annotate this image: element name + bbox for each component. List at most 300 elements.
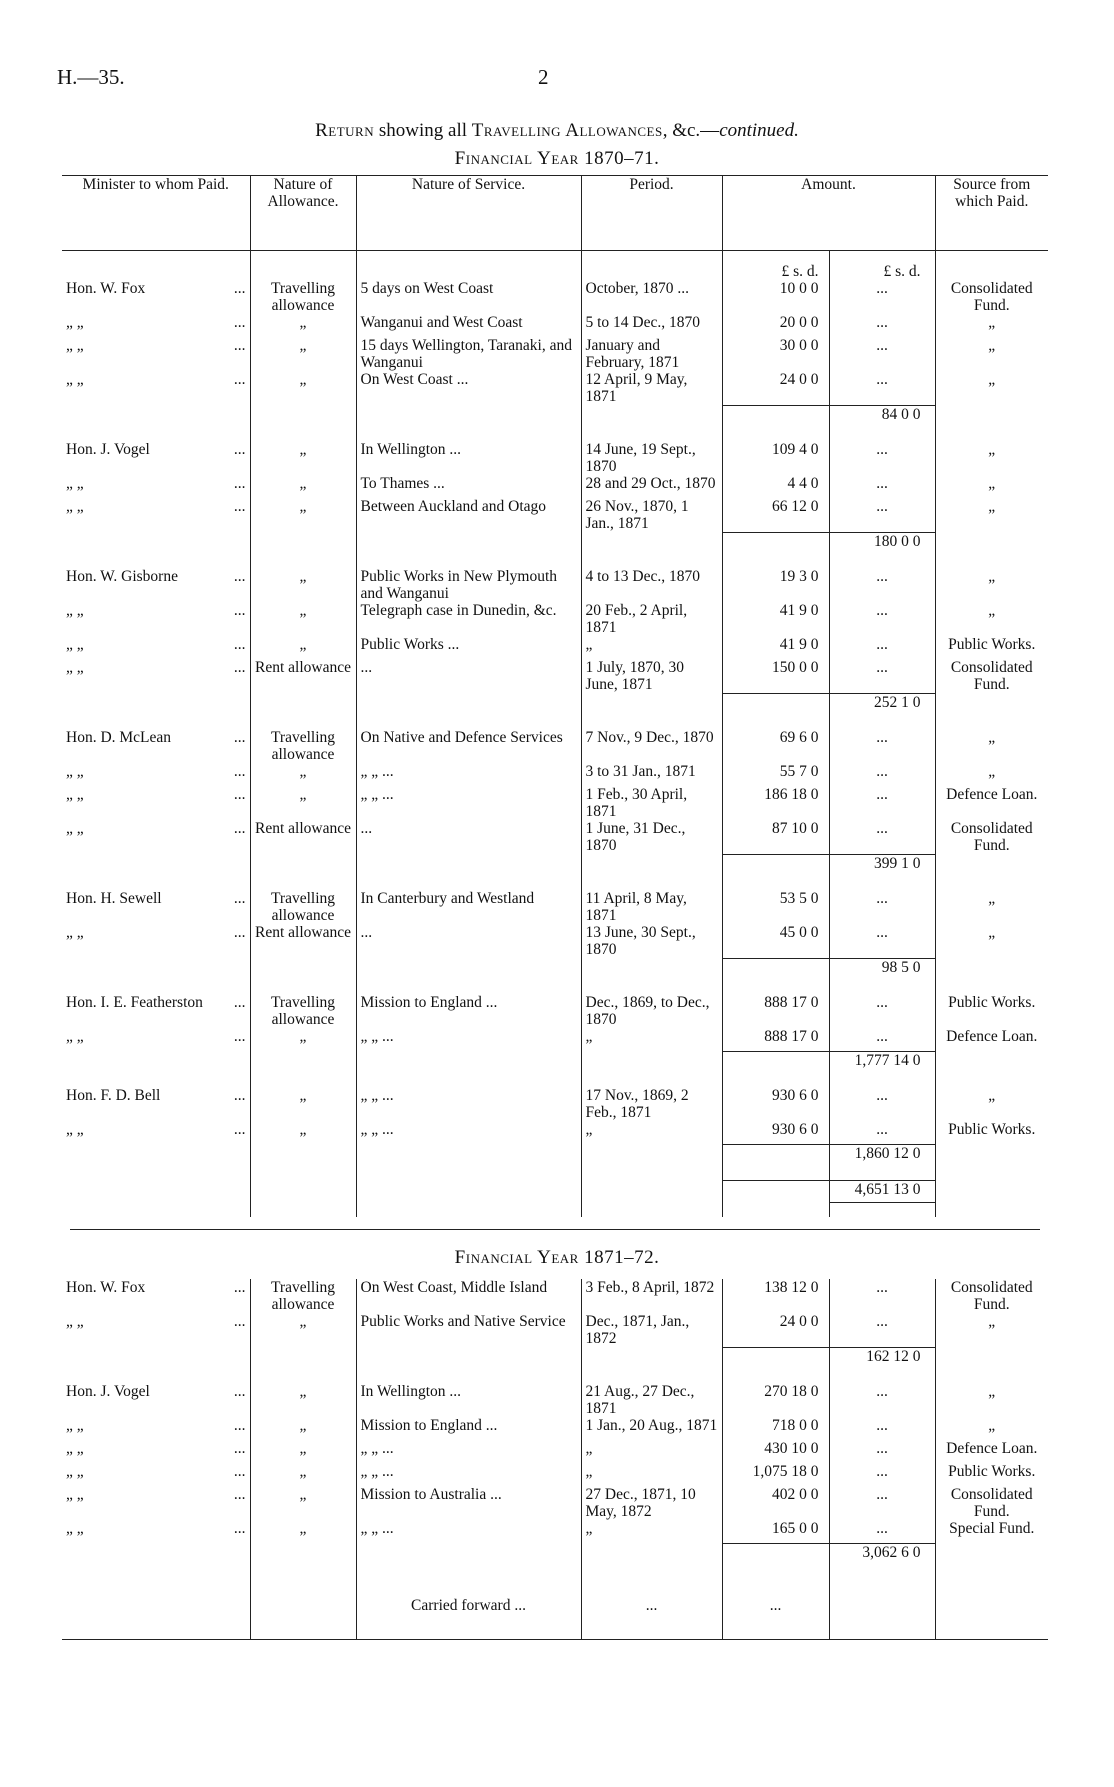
leader-dots: ... [233,568,246,585]
allowance-cell: „ [250,636,356,659]
total-cell: ... [829,1121,935,1144]
period-cell: „ [581,1440,722,1463]
service-cell: On West Coast ... [356,371,581,405]
period-cell: 20 Feb., 2 April, 1871 [581,602,722,636]
period-cell: 26 Nov., 1870, 1 Jan., 1871 [581,498,722,532]
spacer-row [62,554,1048,568]
subtotal-row [62,1144,1048,1166]
header-minister: Minister to whom Paid. [62,176,250,251]
service-cell: „ „ ... [356,1121,581,1144]
source-cell: „ [935,1383,1048,1417]
service-cell: In Wellington ... [356,1383,581,1417]
minister-name: „ „ [66,636,84,653]
period-cell: 11 April, 8 May, 1871 [581,890,722,924]
financial-year-2: Financial Year 1871–72. [454,1247,660,1268]
minister-name: „ „ [66,498,84,515]
table-row [62,280,1048,314]
lsd-row [62,251,1048,281]
amount-cell: 19 3 0 [722,568,829,602]
allowance-cell: „ [250,1313,356,1347]
allowance-cell: „ [250,314,356,337]
spacer-row [62,1166,1048,1181]
period-cell: 5 to 14 Dec., 1870 [581,314,722,337]
title-return: Return [315,120,375,141]
amount-cell: 138 12 0 [722,1279,829,1313]
source-cell: Defence Loan. [935,786,1048,820]
amount-cell: 165 0 0 [722,1520,829,1543]
amount-cell: 888 17 0 [722,1028,829,1051]
amount-cell: 888 17 0 [722,994,829,1028]
minister-name: „ „ [66,924,84,941]
amount-cell: 1,075 18 0 [722,1463,829,1486]
amount-cell: 55 7 0 [722,763,829,786]
amount-cell: 24 0 0 [722,371,829,405]
minister-name: Hon. F. D. Bell [66,1087,161,1104]
source-cell: „ [935,924,1048,958]
total-cell: ... [829,280,935,314]
leader-dots: ... [233,371,246,388]
title-continued: continued. [719,120,799,141]
amount-cell: 150 0 0 [722,659,829,693]
table-row [62,1028,1048,1051]
source-cell: „ [935,602,1048,636]
period-cell: 14 June, 19 Sept., 1870 [581,441,722,475]
lsd-label-1: £ s. d. [722,251,829,281]
allowance-cell: „ [250,763,356,786]
table-row [62,337,1048,371]
amount-cell: 87 10 0 [722,820,829,854]
amount-cell: 41 9 0 [722,636,829,659]
minister-name: „ „ [66,1440,84,1457]
minister-name: „ „ [66,1028,84,1045]
header-source: Source from which Paid. [935,176,1048,251]
financial-year-1: Financial Year 1870–71. [454,148,660,169]
leader-dots: ... [233,890,246,907]
header-service: Nature of Service. [356,176,581,251]
minister-name: Hon. W. Fox [66,1279,146,1296]
total-cell: ... [829,1463,935,1486]
minister-name: „ „ [66,763,84,780]
service-cell: Mission to England ... [356,1417,581,1440]
total-cell: ... [829,1313,935,1347]
total-cell: ... [829,636,935,659]
allowance-cell: „ [250,1486,356,1520]
source-cell: Public Works. [935,636,1048,659]
period-cell: 1 Jan., 20 Aug., 1871 [581,1417,722,1440]
spacer-row [62,1565,1048,1579]
carried-forward-row [62,1579,1048,1640]
table-row [62,568,1048,602]
allowance-cell: Travelling allowance [250,994,356,1028]
service-cell: Mission to Australia ... [356,1486,581,1520]
leader-dots: ... [233,280,246,297]
source-cell: „ [935,337,1048,371]
service-cell: „ „ ... [356,1440,581,1463]
lsd-label-2: £ s. d. [829,251,935,281]
total-cell: ... [829,659,935,693]
service-cell: ... [356,924,581,958]
service-cell: „ „ ... [356,1087,581,1121]
minister-name: Hon. J. Vogel [66,1383,150,1400]
service-cell: Public Works and Native Service [356,1313,581,1347]
allowance-cell: Travelling allowance [250,1279,356,1313]
leader-dots: ... [233,994,246,1011]
source-cell: „ [935,314,1048,337]
allowance-cell: Travelling allowance [250,280,356,314]
header-period: Period. [581,176,722,251]
source-cell: „ [935,498,1048,532]
total-cell: ... [829,994,935,1028]
total-cell: ... [829,786,935,820]
source-cell: „ [935,1313,1048,1347]
total-cell: ... [829,1279,935,1313]
subtotal-row [62,1347,1048,1369]
allowance-cell: „ [250,1463,356,1486]
allowance-cell: „ [250,441,356,475]
table-row [62,994,1048,1028]
allowance-cell: „ [250,602,356,636]
amount-cell: 4 4 0 [722,475,829,498]
source-cell: Consolidated Fund. [935,820,1048,854]
total-cell: ... [829,924,935,958]
title-allowances: Travelling Allowances [471,120,663,141]
subtotal-value: 252 1 0 [829,693,935,715]
service-cell: „ „ ... [356,1520,581,1543]
source-cell: „ [935,729,1048,763]
table-row [62,441,1048,475]
leader-dots: ... [233,1417,246,1434]
amount-cell: 109 4 0 [722,441,829,475]
table-row [62,924,1048,958]
table-row [62,1463,1048,1486]
service-cell: Public Works in New Plymouth and Wanganui [356,568,581,602]
amount-cell: 66 12 0 [722,498,829,532]
leader-dots: ... [233,498,246,515]
amount-cell: 69 6 0 [722,729,829,763]
source-cell: „ [935,568,1048,602]
minister-name: „ „ [66,786,84,803]
allowance-cell: Travelling allowance [250,729,356,763]
carried-forward-period: ... [581,1579,722,1640]
amount-cell: 20 0 0 [722,314,829,337]
leader-dots: ... [233,659,246,676]
table-row [62,636,1048,659]
spacer-row [62,980,1048,994]
carried-forward-label: Carried forward ... [356,1579,581,1640]
subtotal-value: 162 12 0 [829,1347,935,1369]
table-row [62,371,1048,405]
total-cell: ... [829,1417,935,1440]
service-cell: ... [356,659,581,693]
total-cell: ... [829,475,935,498]
service-cell: „ „ ... [356,786,581,820]
amount-cell: 930 6 0 [722,1121,829,1144]
subtotal-row [62,958,1048,980]
title-end: , &c.— [662,120,720,141]
service-cell: On Native and Defence Services [356,729,581,763]
minister-name: „ „ [66,1417,84,1434]
total-cell: ... [829,729,935,763]
period-cell: 1 July, 1870, 30 June, 1871 [581,659,722,693]
table-row [62,1440,1048,1463]
leader-dots: ... [233,337,246,354]
minister-name: Hon. J. Vogel [66,441,150,458]
allowance-cell: Rent allowance [250,924,356,958]
minister-name: „ „ [66,1486,84,1503]
minister-name: „ „ [66,1121,84,1138]
allowance-cell: „ [250,1121,356,1144]
page-id: H.—35. [57,65,125,89]
subtotal-row [62,854,1048,876]
subtotal-row [62,693,1048,715]
table-row [62,763,1048,786]
spacer-row [62,1073,1048,1087]
subtotal-value: 3,062 6 0 [829,1543,935,1565]
service-cell: 5 days on West Coast [356,280,581,314]
minister-name: Hon. W. Fox [66,280,146,297]
subtotal-value: 180 0 0 [829,532,935,554]
amount-cell: 24 0 0 [722,1313,829,1347]
leader-dots: ... [233,602,246,619]
leader-dots: ... [233,1279,246,1296]
leader-dots: ... [233,475,246,492]
period-cell: Dec., 1869, to Dec., 1870 [581,994,722,1028]
minister-name: „ „ [66,371,84,388]
subtotal-value: 1,777 14 0 [829,1051,935,1073]
total-cell: ... [829,1486,935,1520]
allowance-cell: „ [250,1383,356,1417]
leader-dots: ... [233,1028,246,1045]
service-cell: Mission to England ... [356,994,581,1028]
period-cell: 28 and 29 Oct., 1870 [581,475,722,498]
amount-cell: 10 0 0 [722,280,829,314]
spacer-row [62,427,1048,441]
allowance-cell: Rent allowance [250,659,356,693]
minister-name: Hon. H. Sewell [66,890,162,907]
minister-name: „ „ [66,1313,84,1330]
total-cell: ... [829,1440,935,1463]
source-cell: „ [935,890,1048,924]
source-cell: Public Works. [935,994,1048,1028]
amount-cell: 430 10 0 [722,1440,829,1463]
minister-name: Hon. D. McLean [66,729,172,746]
leader-dots: ... [233,1463,246,1480]
service-cell: „ „ ... [356,1028,581,1051]
leader-dots: ... [233,924,246,941]
subtotal-value: 399 1 0 [829,854,935,876]
header-amount: Amount. [722,176,935,251]
total-cell: ... [829,1520,935,1543]
period-cell: „ [581,1520,722,1543]
total-cell: ... [829,1383,935,1417]
minister-name: „ „ [66,337,84,354]
subtotal-row [62,1051,1048,1073]
leader-dots: ... [233,1087,246,1104]
table-row [62,1417,1048,1440]
service-cell: In Wellington ... [356,441,581,475]
spacer-row [62,876,1048,890]
service-cell: Wanganui and West Coast [356,314,581,337]
grand-total-row [62,1181,1048,1203]
leader-dots: ... [233,1313,246,1330]
subtotal-value: 1,860 12 0 [829,1144,935,1166]
source-cell: Consolidated Fund. [935,1486,1048,1520]
amount-cell: 53 5 0 [722,890,829,924]
carried-forward-amount: ... [722,1579,829,1640]
service-cell: 15 days Wellington, Taranaki, and Wanganui [356,337,581,371]
subtotal-row [62,405,1048,427]
amount-cell: 270 18 0 [722,1383,829,1417]
total-cell: ... [829,371,935,405]
table-row [62,1279,1048,1313]
leader-dots: ... [233,763,246,780]
title-mid: showing all [374,120,472,141]
total-cell: ... [829,890,935,924]
spacer-row [62,715,1048,729]
period-cell: 13 June, 30 Sept., 1870 [581,924,722,958]
leader-dots: ... [233,820,246,837]
period-cell: 27 Dec., 1871, 10 May, 1872 [581,1486,722,1520]
period-cell: „ [581,1121,722,1144]
section-divider [70,1229,1040,1230]
allowance-cell: „ [250,1028,356,1051]
source-cell: „ [935,1087,1048,1121]
source-cell: Public Works. [935,1121,1048,1144]
total-cell: ... [829,602,935,636]
service-cell: Public Works ... [356,636,581,659]
service-cell: On West Coast, Middle Island [356,1279,581,1313]
amount-cell: 45 0 0 [722,924,829,958]
table-body-1871 [62,1279,1048,1579]
leader-dots: ... [233,1383,246,1400]
subtotal-row [62,532,1048,554]
leader-dots: ... [233,1440,246,1457]
amount-cell: 186 18 0 [722,786,829,820]
leader-dots: ... [233,729,246,746]
minister-name: „ „ [66,602,84,619]
period-cell: 3 to 31 Jan., 1871 [581,763,722,786]
source-cell: „ [935,441,1048,475]
table-row [62,1087,1048,1121]
minister-name: Hon. W. Gisborne [66,568,178,585]
source-cell: „ [935,1417,1048,1440]
spacer-row [62,1203,1048,1218]
source-cell: Special Fund. [935,1520,1048,1543]
allowance-cell: Rent allowance [250,820,356,854]
minister-name: „ „ [66,314,84,331]
table-row [62,890,1048,924]
period-cell: 3 Feb., 8 April, 1872 [581,1279,722,1313]
leader-dots: ... [233,1486,246,1503]
source-cell: „ [935,763,1048,786]
table-row [62,1313,1048,1347]
amount-cell: 41 9 0 [722,602,829,636]
amount-cell: 30 0 0 [722,337,829,371]
table-row [62,602,1048,636]
header-row [62,176,1048,251]
period-cell: 12 April, 9 May, 1871 [581,371,722,405]
total-cell: ... [829,1087,935,1121]
total-cell: ... [829,441,935,475]
allowance-cell: Travelling allowance [250,890,356,924]
allowance-cell: „ [250,786,356,820]
amount-cell: 402 0 0 [722,1486,829,1520]
minister-name: „ „ [66,820,84,837]
service-cell: Between Auckland and Otago [356,498,581,532]
source-cell: „ [935,371,1048,405]
leader-dots: ... [233,1520,246,1537]
allowance-cell: „ [250,1520,356,1543]
allowances-table-1870 [62,175,1048,1217]
document-title [0,120,1114,142]
leader-dots: ... [233,1121,246,1138]
source-cell: Consolidated Fund. [935,659,1048,693]
service-cell: Telegraph case in Dunedin, &c. [356,602,581,636]
service-cell: In Canterbury and Westland [356,890,581,924]
source-cell: Defence Loan. [935,1440,1048,1463]
table-row [62,1121,1048,1144]
source-cell: Public Works. [935,1463,1048,1486]
minister-name: „ „ [66,1520,84,1537]
table-row [62,1520,1048,1543]
amount-cell: 718 0 0 [722,1417,829,1440]
total-cell: ... [829,763,935,786]
total-cell: ... [829,498,935,532]
period-cell: 1 Feb., 30 April, 1871 [581,786,722,820]
period-cell: 21 Aug., 27 Dec., 1871 [581,1383,722,1417]
source-cell: Defence Loan. [935,1028,1048,1051]
allowance-cell: „ [250,337,356,371]
table-row [62,820,1048,854]
period-cell: 4 to 13 Dec., 1870 [581,568,722,602]
table-row [62,314,1048,337]
allowance-cell: „ [250,371,356,405]
subtotal-row [62,1543,1048,1565]
allowance-cell: „ [250,568,356,602]
table-row [62,786,1048,820]
allowance-cell: „ [250,1440,356,1463]
table-row [62,498,1048,532]
period-cell: 17 Nov., 1869, 2 Feb., 1871 [581,1087,722,1121]
total-cell: ... [829,568,935,602]
service-cell: „ „ ... [356,763,581,786]
minister-name: „ „ [66,1463,84,1480]
total-cell: ... [829,820,935,854]
allowance-cell: „ [250,1087,356,1121]
allowance-cell: „ [250,498,356,532]
period-cell: „ [581,1463,722,1486]
minister-name: „ „ [66,659,84,676]
page-number: 2 [538,65,549,89]
total-cell: ... [829,1028,935,1051]
table-row [62,1486,1048,1520]
amount-cell: 930 6 0 [722,1087,829,1121]
leader-dots: ... [233,441,246,458]
leader-dots: ... [233,314,246,331]
source-cell: „ [935,475,1048,498]
period-cell: 1 June, 31 Dec., 1870 [581,820,722,854]
period-cell: „ [581,1028,722,1051]
period-cell: 7 Nov., 9 Dec., 1870 [581,729,722,763]
grand-total-value: 4,651 13 0 [829,1181,935,1203]
service-cell: „ „ ... [356,1463,581,1486]
table-row [62,1383,1048,1417]
period-cell: October, 1870 ... [581,280,722,314]
allowance-cell: „ [250,1417,356,1440]
table-row [62,659,1048,693]
source-cell: Consolidated Fund. [935,280,1048,314]
allowances-table-1871 [62,1279,1048,1640]
